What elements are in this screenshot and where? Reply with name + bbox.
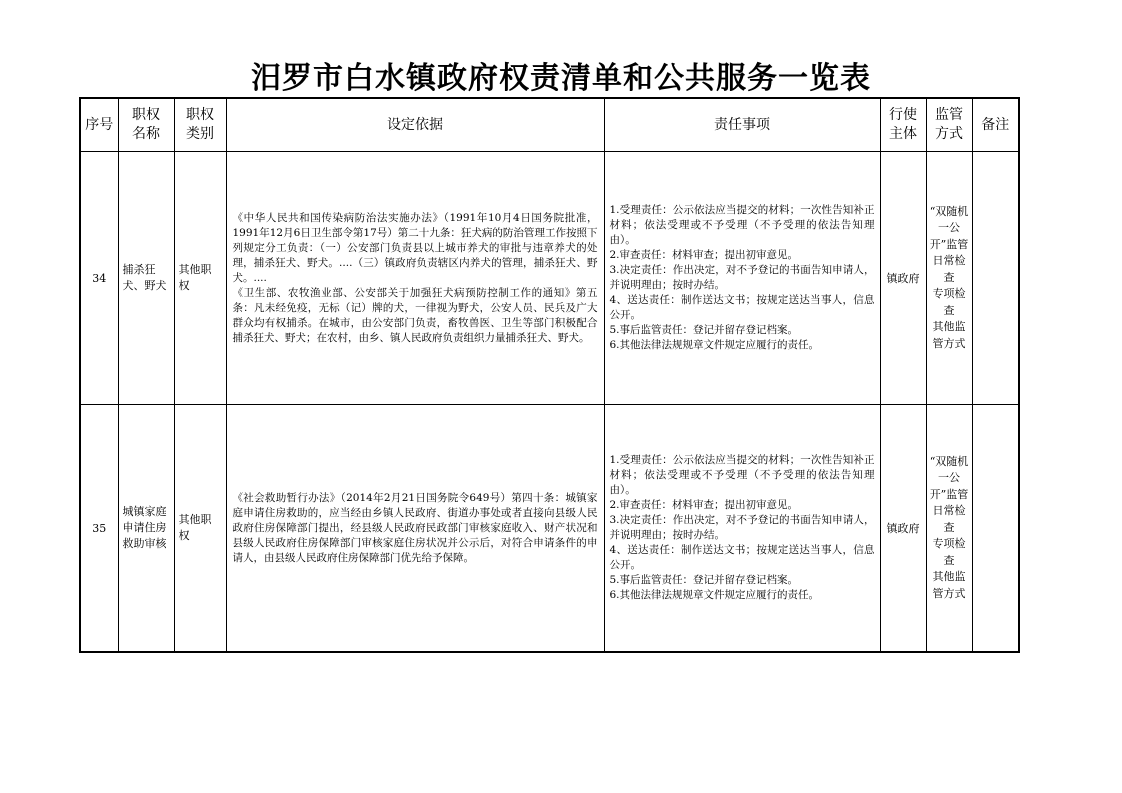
table-row — [80, 405, 1019, 653]
responsibility-text: 1.受理责任：公示依法应当提交的材料；一次性告知补正材料；依法受理或不予受理（不予受理的依法告知理由）。 2.审查责任：材料审查；提出初审意见。 3.决定责任：作出决定，对不予登记的书面告知申请人，并说明理由；按时办结。 4、送达责任：制作送达文书；按规定送达当事人，信息公开。 5.事后监管责任：登记并留存登记档案。 6.其他法律法规规章文件规定应履行的责任。 — [609, 454, 875, 601]
basis-paragraph-2: 《卫生部、农牧渔业部、公安部关于加强狂犬病预防控制工作的通知》第五条：凡未经免疫，无标（记）牌的犬，一律视为野犬，公安人员、民兵及广大群众均有权捕杀。在城市，由公安部门负责，畜牧兽医、卫生等部门积极配合捕杀狂犬、野犬；在农村，由乡、镇人民政府负责组织力量捕杀狂犬、野犬。 — [232, 286, 598, 344]
row-name: 捕杀狂犬、野犬 — [118, 152, 174, 405]
row-category: 其他职权 — [174, 405, 226, 653]
header-responsibility: 责任事项 — [604, 98, 880, 152]
row-supervision: “双随机一公开”监管 日常检查 专项检查 其他监管方式 — [926, 405, 972, 653]
row-name: 城镇家庭申请住房救助审核 — [118, 405, 174, 653]
header-subject: 行使主体 — [880, 98, 926, 152]
row-subject: 镇政府 — [880, 405, 926, 653]
row-seq: 34 — [80, 152, 118, 405]
table-header-row — [80, 98, 1019, 152]
row-supervision: “双随机一公开”监管 日常检查 专项检查 其他监管方式 — [926, 152, 972, 405]
responsibility-text: 1.受理责任：公示依法应当提交的材料；一次性告知补正材料；依法受理或不予受理（不予受理的依法告知理由）。 2.审查责任：材料审查；提出初审意见。 3.决定责任：作出决定，对不予登记的书面告知申请人，并说明理由；按时办结。 4、送达责任：制作送达文书；按规定送达当事人，信息公开。 5.事后监管责任：登记并留存登记档案。 6.其他法律法规规章文件规定应履行的责任。 — [609, 204, 875, 351]
page-title: 汨罗市白水镇政府权责清单和公共服务一览表 — [251, 61, 871, 96]
basis-paragraph-1: 《社会救助暂行办法》（2014年2月21日国务院令649号）第四十条：城镇家庭申请住房救助的，应当经由乡镇人民政府、街道办事处或者直接向县级人民政府住房保障部门提出，经县级人民政府民政部门审核家庭收入、财产状况和县级人民政府住房保障部门审核家庭住房状况并公示后，对符合申请条件的申请人，由县级人民政府住房保障部门优先给予保障。 — [232, 491, 598, 564]
row-basis — [226, 405, 604, 653]
row-remarks — [972, 405, 1019, 653]
header-seq: 序号 — [80, 98, 118, 152]
table-row — [80, 152, 1019, 405]
row-remarks — [972, 152, 1019, 405]
responsibility-table — [79, 97, 1020, 653]
basis-paragraph-1: 《中华人民共和国传染病防治法实施办法》（1991年10月4日国务院批准，1991年12月6日卫生部令第17号）第二十九条：狂犬病的防治管理工作按照下列规定分工负责：（一）公安部门负责县以上城市养犬的审批与违章养犬的处理，捕杀狂犬、野犬。....（三）镇政府负责辖区内养犬的管理，捕杀狂犬、野犬。.... — [232, 211, 598, 284]
row-basis — [226, 152, 604, 405]
row-category: 其他职权 — [174, 152, 226, 405]
row-responsibility — [604, 405, 880, 653]
row-seq: 35 — [80, 405, 118, 653]
row-responsibility — [604, 152, 880, 405]
header-name: 职权名称 — [118, 98, 174, 152]
header-category: 职权类别 — [174, 98, 226, 152]
header-supervision: 监管方式 — [926, 98, 972, 152]
row-subject: 镇政府 — [880, 152, 926, 405]
header-remarks: 备注 — [972, 98, 1019, 152]
header-basis: 设定依据 — [226, 98, 604, 152]
